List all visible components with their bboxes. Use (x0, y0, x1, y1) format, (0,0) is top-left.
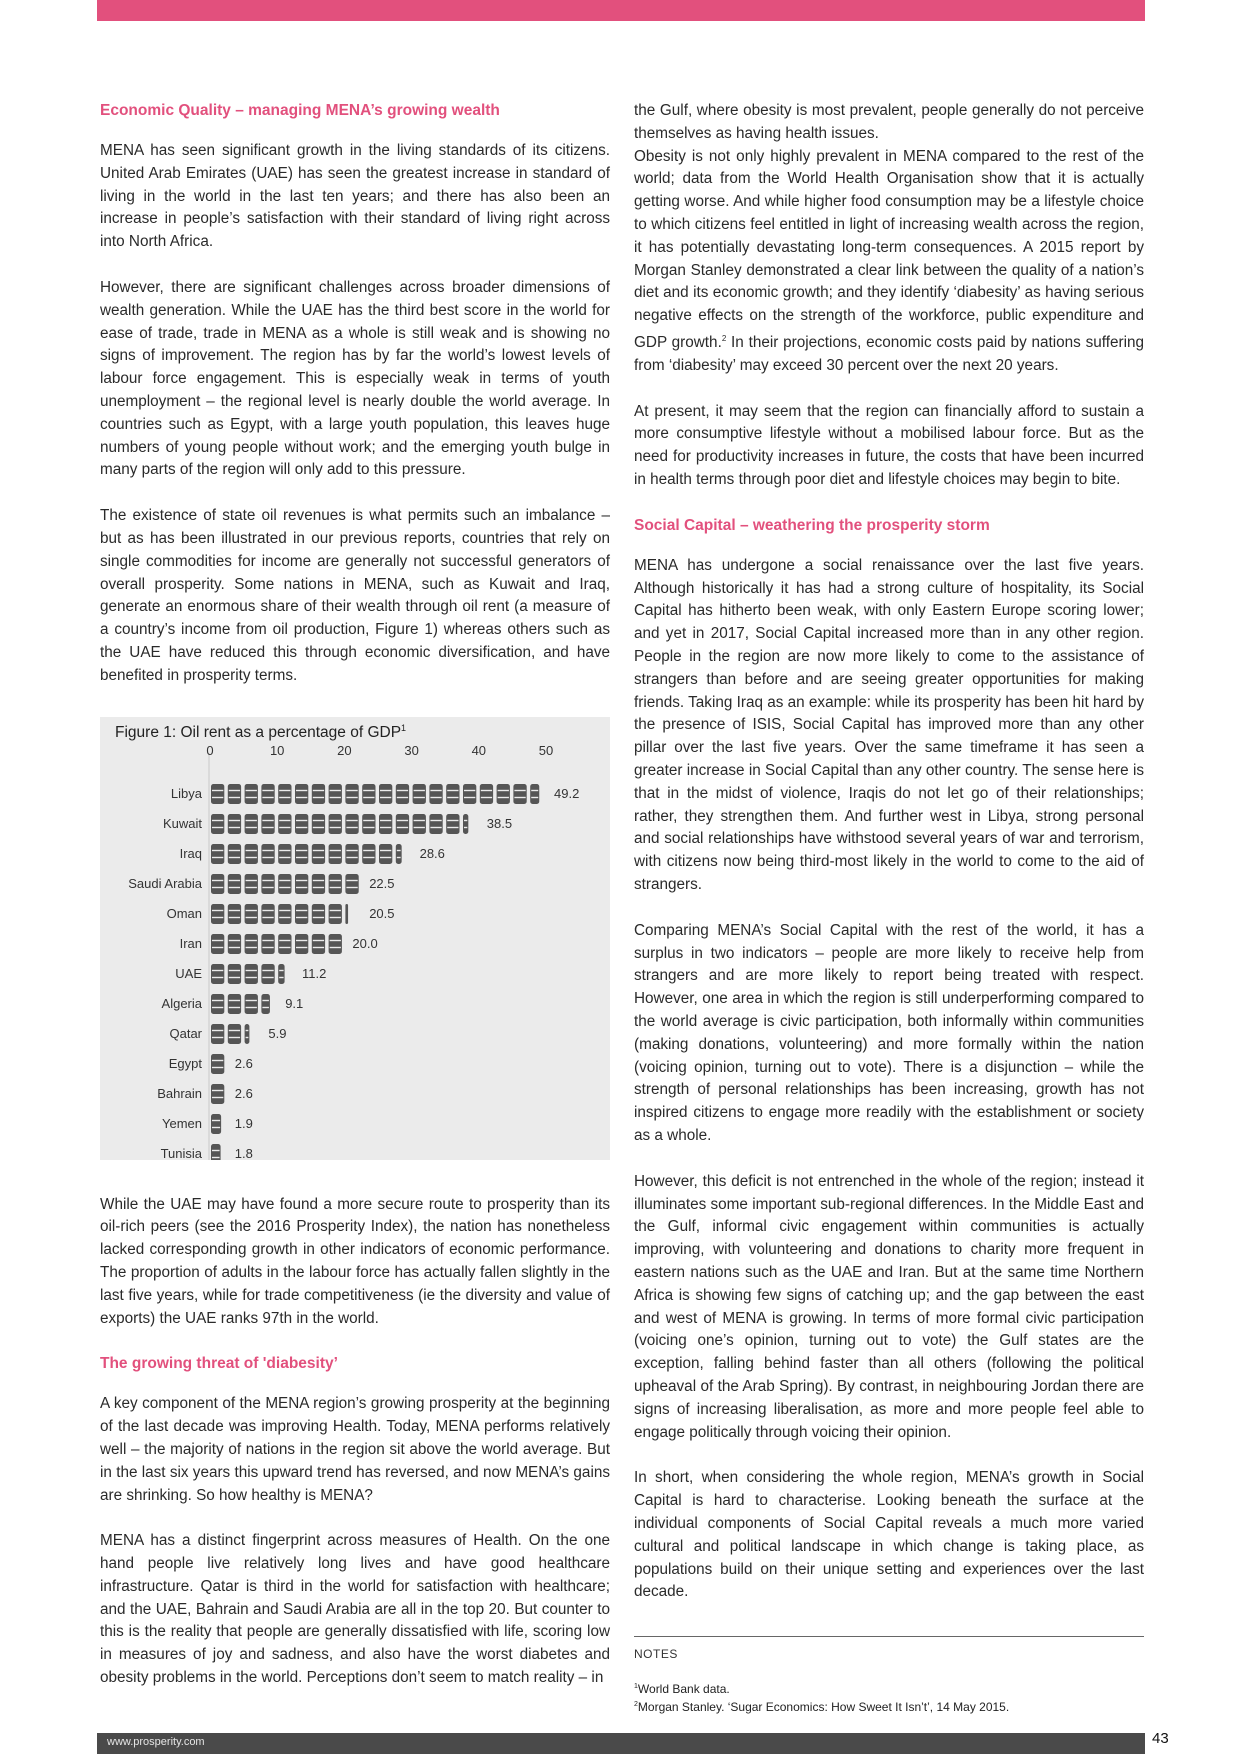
barrel-body (245, 844, 258, 864)
note-1: $^1$World Bank data. (634, 1682, 730, 1697)
oil-barrel-icon (295, 784, 308, 804)
bar-row (169, 1024, 286, 1044)
category-label: Algeria (161, 995, 202, 1011)
barrel-body (278, 814, 291, 834)
page-number: 43 (1152, 1730, 1169, 1747)
barrel-body (345, 844, 358, 864)
paragraph: While the UAE may have found a more secure route to prosperity than its oil-rich peers (see the 2016 Prosperity Index), the nation has nonetheless lacked corresponding growth in other indicators of economic performance. The proportion of adults in the labour force has actually fallen slightly in the last five years, while for trade competitiveness (ie the diversity and value of exports) the UAE ranks 97th in the world. (100, 1195, 610, 1327)
oil-barrel-icon (228, 844, 241, 864)
oil-barrel-icon (497, 784, 510, 804)
oil-barrel-icon (211, 1054, 224, 1074)
oil-barrel-icon (329, 904, 342, 924)
data-label: 28.6 (419, 845, 445, 861)
barrel-body (211, 814, 224, 834)
oil-barrel-icon (362, 784, 375, 804)
bar-row (128, 874, 394, 894)
barrel-body (362, 814, 375, 834)
oil-barrel-icon (312, 934, 325, 954)
note-2: $^2$Morgan Stanley. ‘Sugar Economics: How Sweet It Isn’t’, 14 May 2015. (634, 1700, 1010, 1715)
barrel-body (278, 844, 291, 864)
notes-title: NOTES (634, 1647, 678, 1662)
oil-barrel-icon (228, 814, 241, 834)
paragraph: However, this deficit is not entrenched in the whole of the region; instead it illuminates some important sub-regional differences. In the Middle East and the Gulf, informal civic engagement within communities is actually improving, with volunteering and donations to charity more frequent in eastern nations such as the UAE and Iran. But at the same time Northern Africa is showing few signs of catching up; and the gap between the east and west of MENA is growing. In terms of more formal civic participation (voicing one’s opinion, turning out to vote) the Gulf states are the exception, falling behind faster than all others (following the political upheaval of the Arab Spring). By contrast, in neighbouring Jordan there are signs of increasing liberalisation, as more and more people feel able to engage politically through voicing their opinion. (634, 1172, 1144, 1441)
barrel-body (329, 934, 342, 954)
oil-barrel-icon (295, 844, 308, 864)
barrel-body (211, 1114, 221, 1134)
paragraph: A key component of the MENA region’s growing prosperity at the beginning of the last decade was improving Health. Today, MENA performs relatively well – the majority of nations in the region sit above the world average. But in the last six years this upward trend has reversed, and now MENA’s gains are shrinking. So how healthy is MENA? (100, 1395, 610, 1504)
bar-row (171, 784, 579, 804)
barrel-body (480, 784, 493, 804)
barrel-body (261, 994, 270, 1014)
barrel-body (211, 1024, 224, 1044)
barrel-body (312, 784, 325, 804)
oil-barrel-icon (245, 934, 258, 954)
paragraph: In short, when considering the whole region, MENA’s growth in Social Capital is hard to characterise. Looking beneath the surface at the individual components of Social Capital reveals a much more varied cultural and political landscape in which change is taking place, as populations build on their unique setting and experiences over the last decade. (634, 1469, 1144, 1601)
barrel-body (446, 814, 459, 834)
oil-barrel-icon (228, 1024, 241, 1044)
oil-barrel-icon (429, 814, 442, 834)
barrel-body (379, 784, 392, 804)
barrel-body (396, 784, 409, 804)
oil-barrel-icon (261, 934, 274, 954)
oil-barrel-icon (245, 784, 258, 804)
barrel-body (245, 964, 258, 984)
data-label: 22.5 (369, 875, 395, 891)
barrel-body (261, 874, 274, 894)
barrel-body (362, 784, 375, 804)
top-accent-bar (97, 0, 1145, 21)
oil-barrel-icon (245, 814, 258, 834)
category-label: Libya (170, 785, 202, 801)
oil-barrel-icon (278, 814, 291, 834)
category-label: Iraq (179, 845, 202, 861)
oil-barrel-icon (211, 1024, 224, 1044)
oil-barrel-icon (396, 784, 409, 804)
barrel-body (211, 874, 224, 894)
oil-barrel-icon (278, 784, 291, 804)
oil-barrel-icon (329, 844, 342, 864)
barrel-body (228, 904, 241, 924)
section-heading-diabesity: The growing threat of 'diabesity’ (100, 1355, 338, 1373)
oil-barrel-icon (513, 784, 526, 804)
bar-row (175, 964, 326, 984)
x-tick-label: 30 (404, 742, 419, 758)
oil-barrel-icon (312, 874, 325, 894)
barrel-body (228, 814, 241, 834)
oil-barrel-icon (261, 964, 274, 984)
section-heading-economic-quality: Economic Quality – managing MENA’s growing wealth (100, 102, 500, 119)
barrel-body (513, 784, 526, 804)
category-label: Qatar (169, 1025, 202, 1041)
oil-barrel-icon (345, 874, 358, 894)
category-label: Saudi Arabia (128, 875, 202, 891)
oil-barrel-icon (211, 934, 224, 954)
data-label: 5.9 (268, 1025, 287, 1041)
data-label: 20.5 (369, 905, 395, 921)
barrel-body (345, 784, 358, 804)
category-label: Yemen (162, 1115, 202, 1131)
barrel-body (345, 874, 358, 894)
x-tick-label: 20 (337, 742, 352, 758)
oil-barrel-icon (211, 784, 224, 804)
oil-barrel-icon (396, 814, 409, 834)
bar-row (163, 814, 512, 834)
barrel-body (329, 844, 342, 864)
barrel-body (245, 934, 258, 954)
oil-barrel-icon (530, 784, 539, 804)
footer-bar (97, 1733, 1145, 1754)
barrel-body (228, 784, 241, 804)
data-label: 49.2 (554, 785, 580, 801)
oil-barrel-icon (228, 784, 241, 804)
oil-barrel-icon (245, 1024, 250, 1044)
x-tick-label: 40 (471, 742, 487, 758)
category-label: Iran (179, 935, 202, 951)
oil-barrel-icon (329, 874, 342, 894)
barrel-body (329, 784, 342, 804)
category-label: Egypt (168, 1055, 202, 1071)
barrel-body (413, 814, 426, 834)
chart-title: Figure 1: Oil rent as a percentage of GDP$^1$ (115, 722, 407, 741)
barrel-body (245, 814, 258, 834)
category-label: Bahrain (157, 1085, 202, 1101)
barrel-body (228, 934, 241, 954)
data-label: 9.1 (285, 995, 304, 1011)
oil-barrel-icon (261, 784, 274, 804)
barrel-body (228, 844, 241, 864)
barrel-body (312, 844, 325, 864)
oil-barrel-icon (429, 784, 442, 804)
barrel-body (245, 904, 258, 924)
bar-row (162, 994, 304, 1014)
barrel-body (379, 814, 392, 834)
oil-barrel-icon (379, 814, 392, 834)
oil-barrel-icon (228, 874, 241, 894)
oil-barrel-icon (228, 994, 241, 1014)
barrel-body (228, 874, 241, 894)
oil-barrel-icon (261, 814, 274, 834)
oil-barrel-icon (329, 784, 342, 804)
barrel-body (413, 784, 426, 804)
barrel-body (261, 784, 274, 804)
oil-barrel-icon (413, 814, 426, 834)
oil-barrel-icon (211, 904, 224, 924)
barrel-body (228, 964, 241, 984)
oil-barrel-icon (295, 814, 308, 834)
oil-barrel-icon (345, 784, 358, 804)
barrel-body (312, 904, 325, 924)
oil-barrel-icon (278, 904, 291, 924)
paragraph: MENA has undergone a social renaissance over the last five years. Although historically it has had a strong culture of hospitality, its Social Capital has hitherto been weak, with only Eastern Europe scoring lower; and yet in 2017, Social Capital increased more than in any other region. People in the region are now more likely to come to the assistance of strangers than before and are seeing greater opportunities for making friends. Taking Iraq as an example: while its prosperity has been hit hard by the presence of ISIS, Social Capital has improved more than any other pillar over the last five years. Over the same timeframe it has seen a greater increase in Social Capital than any other country. The sense here is that in the midst of violence, Iraqis do not let go of their relationships; rather, they strengthen them. And further west in Libya, strong personal and social relationships have withstood several years of war and terrorism, with citizens now being third-most likely in the world to come to the aid of strangers. (634, 556, 1144, 893)
x-tick-label: 0 (206, 742, 214, 758)
barrel-body (345, 814, 358, 834)
oil-barrel-icon (228, 964, 241, 984)
bar-row (167, 904, 395, 924)
oil-barrel-icon (211, 844, 224, 864)
paragraph: However, there are significant challenges across broader dimensions of wealth generation. While the UAE has the third best score in the world for ease of trade, trade in MENA as a whole is still weak and is showing no signs of improvement. The region has by far the world’s lowest levels of labour force engagement. This is especially weak in terms of youth unemployment – the regional level is nearly double the world average. In countries such as Egypt, with a large youth population, this leaves huge numbers of young people without work; and the emerging youth bulge in many parts of the region will only add to this pressure. (100, 278, 610, 479)
oil-barrel-icon (211, 814, 224, 834)
oil-barrel-icon (211, 874, 224, 894)
paragraph: At present, it may seem that the region can financially afford to sustain a more consumptive lifestyle without a mobilised labour force. But as the need for productivity increases in future, the costs that have been incurred in health terms through poor diet and lifestyle choices may begin to bite. (634, 402, 1144, 489)
barrel-body (429, 784, 442, 804)
barrel-body (228, 994, 241, 1014)
oil-barrel-icon (278, 934, 291, 954)
barrel-body (278, 784, 291, 804)
barrel-body (211, 934, 224, 954)
oil-barrel-icon (413, 784, 426, 804)
oil-barrel-icon (261, 904, 274, 924)
barrel-body (446, 784, 459, 804)
barrel-body (295, 934, 308, 954)
oil-barrel-icon (211, 1144, 221, 1160)
barrel-body (245, 1024, 250, 1044)
barrel-body (228, 1024, 241, 1044)
oil-barrel-icon (245, 994, 258, 1014)
barrel-body (211, 904, 224, 924)
oil-barrel-icon (295, 904, 308, 924)
paragraph: The existence of state oil revenues is what permits such an imbalance – but as has been illustrated in our previous reports, countries that rely on single commodities for income are generally not successful generators of overall prosperity. Some nations in MENA, such as Kuwait and Iraq, generate an enormous share of their wealth through oil rent (a measure of a country’s income from oil production, Figure 1) whereas others such as the UAE have reduced this through economic diversification, and have benefited in prosperity terms. (100, 507, 610, 684)
oil-barrel-icon (345, 904, 348, 924)
figure-oil-rent-chart (100, 717, 610, 1160)
oil-barrel-icon (228, 934, 241, 954)
oil-barrel-icon (446, 784, 459, 804)
oil-barrel-icon (245, 964, 258, 984)
oil-barrel-icon (379, 844, 392, 864)
oil-barrel-icon (446, 814, 459, 834)
oil-barrel-icon (345, 844, 358, 864)
barrel-body (211, 1054, 224, 1074)
oil-barrel-icon (261, 844, 274, 864)
category-label: Tunisia (160, 1145, 202, 1160)
bar-row (162, 1114, 253, 1134)
paragraph: Comparing MENA’s Social Capital with the rest of the world, it has a surplus in two indicators – people are more likely to receive help from strangers and are more likely to report being treated with respect. However, one area in which the region is still underperforming compared to the world average is civic participation, both informally within communities (making donations, volunteering) and more formally within the nation (voicing opinion, turning out to vote). There is a disjunction – while the strength of personal relationships has been increasing, growth has not inspired citizens to engage more readily with the establishment or society as a whole. (634, 921, 1144, 1144)
barrel-body (245, 994, 258, 1014)
oil-barrel-icon (245, 844, 258, 864)
footer-url-link[interactable]: www.prosperity.com (107, 1736, 205, 1748)
barrel-body (278, 904, 291, 924)
data-label: 2.6 (234, 1085, 253, 1101)
category-label: Oman (166, 905, 202, 921)
barrel-body (211, 964, 224, 984)
data-label: 1.8 (234, 1145, 253, 1160)
barrel-body (530, 784, 539, 804)
oil-barrel-icon (211, 1084, 224, 1104)
barrel-body (463, 784, 476, 804)
oil-barrel-icon (312, 904, 325, 924)
oil-barrel-icon (312, 844, 325, 864)
barrel-body (278, 874, 291, 894)
oil-barrel-icon (228, 904, 241, 924)
barrel-body (261, 964, 274, 984)
oil-barrel-icon (329, 814, 342, 834)
oil-barrel-icon (278, 844, 291, 864)
oil-barrel-icon (295, 874, 308, 894)
barrel-body (463, 814, 468, 834)
barrel-body (329, 874, 342, 894)
bar-row (157, 1084, 253, 1104)
barrel-body (312, 874, 325, 894)
barrel-body (345, 904, 348, 924)
bar-row (161, 1144, 253, 1160)
paragraph: Obesity is not only highly prevalent in MENA compared to the rest of the world; data from the World Health Organisation show that it is actually getting worse. And while higher food consumption may be a lifestyle choice to which citizens feel entitled in light of increasing wealth across the region, it has potentially devastating long-term consequences. A 2015 report by Morgan Stanley demonstrated a clear link between the quality of a nation’s diet and its economic growth; and they identify ‘diabesity’ as having serious negative effects on the strength of the workforce, public expenditure and GDP growth.$^2$ In their projections, economic costs paid by nations suffering from ‘diabesity’ may exceed 30 percent over the next 20 years. (634, 147, 1144, 374)
paragraph: MENA has seen significant growth in the living standards of its citizens. United Arab Emirates (UAE) has seen the greatest increase in standard of living in the world in the last ten years; and there has also been an increase in people’s satisfaction with their standard of living right across into North Africa. (100, 142, 610, 251)
data-label: 38.5 (486, 815, 513, 831)
section-heading-social-capital: Social Capital – weathering the prosperity storm (634, 516, 990, 534)
oil-barrel-icon (312, 814, 325, 834)
oil-barrel-icon (379, 784, 392, 804)
paragraph: MENA has a distinct fingerprint across measures of Health. On the one hand people live relatively long lives and have good healthcare infrastructure. Qatar is third in the world for satisfaction with healthcare; and the UAE, Bahrain and Saudi Arabia are all in the top 20. But counter to this is the reality that people are generally dissatisfied with life, scoring low in measures of joy and sadness, and also have the worst diabetes and obesity problems in the world. Perceptions don’t seem to match reality – in (100, 1532, 610, 1687)
category-label: Kuwait (162, 815, 202, 831)
oil-barrel-icon (278, 874, 291, 894)
oil-barrel-icon (295, 934, 308, 954)
barrel-body (245, 784, 258, 804)
data-label: 1.9 (234, 1115, 253, 1131)
footnote-reference[interactable]: 2 (721, 333, 727, 343)
barrel-body (261, 904, 274, 924)
barrel-body (261, 814, 274, 834)
barrel-body (278, 934, 291, 954)
bar-row (169, 1054, 253, 1074)
barrel-body (362, 844, 375, 864)
oil-barrel-icon (245, 874, 258, 894)
oil-barrel-icon (211, 964, 224, 984)
barrel-body (429, 814, 442, 834)
oil-barrel-icon (396, 844, 402, 864)
oil-barrel-icon (278, 964, 284, 984)
data-label: 11.2 (302, 965, 327, 981)
right-column (634, 100, 1144, 1715)
barrel-body (329, 904, 342, 924)
x-tick-label: 50 (538, 742, 554, 758)
barrel-body (295, 814, 308, 834)
barrel-body (278, 964, 284, 984)
oil-barrel-icon (312, 784, 325, 804)
data-label: 20.0 (352, 935, 378, 951)
oil-barrel-icon (463, 814, 468, 834)
barrel-body (261, 934, 274, 954)
oil-barrel-icon (362, 844, 375, 864)
barrel-body (261, 844, 274, 864)
barrel-body (245, 874, 258, 894)
oil-barrel-icon (362, 814, 375, 834)
barrel-body (295, 874, 308, 894)
oil-barrel-icon (480, 784, 493, 804)
barrel-body (295, 784, 308, 804)
barrel-body (211, 844, 224, 864)
barrel-body (329, 814, 342, 834)
barrel-body (211, 1084, 224, 1104)
oil-barrel-icon (211, 1114, 221, 1134)
bar-row (180, 844, 445, 864)
barrel-body (295, 844, 308, 864)
data-label: 2.6 (234, 1055, 253, 1071)
barrel-body (312, 814, 325, 834)
oil-barrel-icon (345, 814, 358, 834)
oil-rent-bar-chart (100, 717, 610, 1160)
barrel-body (379, 844, 392, 864)
barrel-body (295, 904, 308, 924)
notes-divider (634, 1636, 1144, 1637)
paragraph: the Gulf, where obesity is most prevalent, people generally do not perceive themselves as having health issues. (634, 102, 1144, 142)
oil-barrel-icon (261, 994, 270, 1014)
barrel-body (211, 994, 224, 1014)
barrel-body (497, 784, 510, 804)
oil-barrel-icon (261, 874, 274, 894)
category-label: UAE (175, 965, 202, 981)
barrel-body (396, 844, 402, 864)
oil-barrel-icon (245, 904, 258, 924)
oil-barrel-icon (211, 994, 224, 1014)
x-tick-label: 10 (269, 742, 285, 758)
oil-barrel-icon (463, 784, 476, 804)
oil-barrel-icon (329, 934, 342, 954)
left-column (100, 100, 610, 1713)
barrel-body (396, 814, 409, 834)
barrel-body (211, 784, 224, 804)
barrel-body (312, 934, 325, 954)
